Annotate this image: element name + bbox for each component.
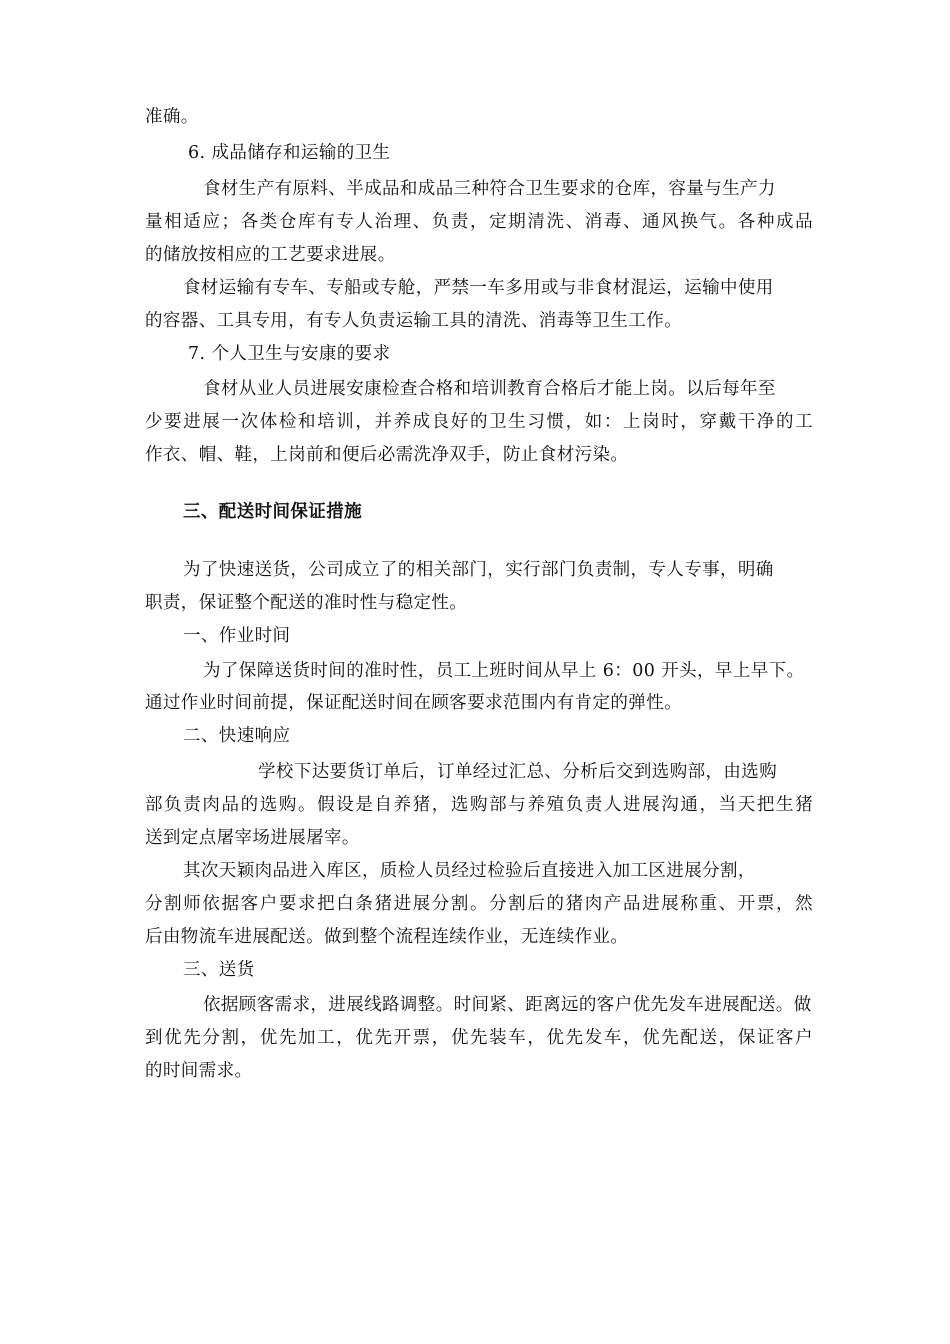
text-line: 食材运输有专车、专船或专舱，严禁一车多用或与非食材混运，运输中使用: [183, 278, 774, 298]
text-line: 部负责肉品的选购。假设是自养猪，选购部与养殖负责人进展沟通，当天把生猪: [145, 795, 813, 815]
section-heading: 一、作业时间: [183, 626, 291, 646]
text-line: 后由物流车进展配送。做到整个流程连续作业，无连续作业。: [145, 927, 629, 947]
text-line: 送到定点屠宰场进展屠宰。: [145, 828, 360, 848]
text-line: 准确。: [145, 107, 199, 127]
text-line: 食材从业人员进展安康检查合格和培训教育合格后才能上岗。以后每年至: [203, 379, 776, 399]
section-heading: 三、送货: [183, 960, 255, 980]
chapter-heading: 三、配送时间保证措施: [183, 502, 362, 522]
text-line: 作衣、帽、鞋，上岗前和便后必需洗净双手，防止食材污染。: [145, 445, 629, 465]
section-heading: 7. 个人卫生与安康的要求: [188, 344, 391, 364]
text-line: 通过作业时间前提，保证配送时间在顾客要求范围内有肯定的弹性。: [145, 693, 682, 713]
text-line: 的储放按相应的工艺要求进展。: [145, 245, 396, 265]
text-line: 职责，保证整个配送的准时性与稳定性。: [145, 593, 468, 613]
section-heading: 6. 成品储存和运输的卫生: [188, 143, 391, 163]
text-line: 到优先分割，优先加工，优先开票，优先装车，优先发车，优先配送，保证客户: [145, 1028, 813, 1048]
text-line: 依据顾客需求，进展线路调整。时间紧、距离远的客户优先发车进展配送。做: [203, 995, 812, 1015]
text-line: 少要进展一次体检和培训，并养成良好的卫生习惯，如：上岗时，穿戴干净的工: [145, 412, 813, 432]
text-line: 其次天颖肉品进入库区，质检人员经过检验后直接进入加工区进展分割，: [183, 861, 756, 881]
text-line: 的时间需求。: [145, 1061, 253, 1081]
text-line: 为了保障送货时间的准时性，员工上班时间从早上 6：00 开头，早上早下。: [203, 661, 805, 681]
text-line: 量相适应；各类仓库有专人治理、负责，定期清洗、消毒、通风换气。各种成品: [145, 212, 813, 232]
text-line: 分割师依据客户要求把白条猪进展分割。分割后的猪肉产品进展称重、开票，然: [145, 894, 813, 914]
text-line: 学校下达要货订单后，订单经过汇总、分析后交到选购部，由选购: [258, 762, 778, 782]
section-heading: 二、快速响应: [183, 726, 291, 746]
text-line: 食材生产有原料、半成品和成品三种符合卫生要求的仓库，容量与生产力: [203, 179, 776, 199]
text-line: 为了快速送货，公司成立了的相关部门，实行部门负责制，专人专事，明确: [183, 560, 774, 580]
text-line: 的容器、工具专用，有专人负责运输工具的清洗、消毒等卫生工作。: [145, 311, 682, 331]
